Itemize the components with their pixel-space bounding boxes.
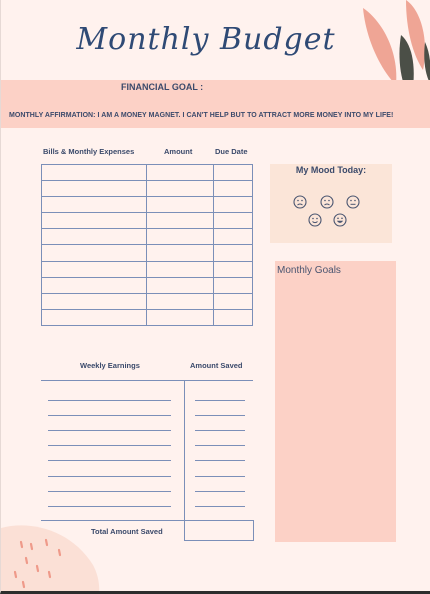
weekly-earnings-line[interactable] bbox=[48, 445, 171, 446]
expense-amount-cell[interactable] bbox=[147, 309, 214, 325]
amount-saved-line[interactable] bbox=[195, 415, 245, 416]
expenses-header-due-date: Due Date bbox=[215, 147, 248, 156]
sad-face-icon[interactable] bbox=[293, 195, 307, 209]
amount-saved-line[interactable] bbox=[195, 445, 245, 446]
neutral-face-icon[interactable] bbox=[346, 195, 360, 209]
expense-name-cell[interactable] bbox=[42, 197, 147, 213]
expense-name-cell[interactable] bbox=[42, 277, 147, 293]
expense-amount-cell[interactable] bbox=[147, 229, 214, 245]
blob-decoration-icon bbox=[1, 520, 101, 594]
expense-name-cell[interactable] bbox=[42, 261, 147, 277]
expense-row[interactable] bbox=[42, 197, 253, 213]
sad-face-icon[interactable] bbox=[320, 195, 334, 209]
expense-row[interactable] bbox=[42, 165, 253, 181]
expense-row[interactable] bbox=[42, 229, 253, 245]
amount-saved-line[interactable] bbox=[195, 430, 245, 431]
expense-due-cell[interactable] bbox=[214, 229, 253, 245]
earnings-header-weekly: Weekly Earnings bbox=[80, 361, 140, 370]
expense-name-cell[interactable] bbox=[42, 245, 147, 261]
expense-amount-cell[interactable] bbox=[147, 197, 214, 213]
expense-row[interactable] bbox=[42, 181, 253, 197]
earnings-divider bbox=[184, 380, 185, 540]
expense-due-cell[interactable] bbox=[214, 293, 253, 309]
weekly-earnings-line[interactable] bbox=[48, 491, 171, 492]
expense-row[interactable] bbox=[42, 245, 253, 261]
smile-face-icon[interactable] bbox=[308, 213, 322, 227]
expense-name-cell[interactable] bbox=[42, 229, 147, 245]
total-box-edge bbox=[253, 520, 254, 541]
monthly-affirmation: MONTHLY AFFIRMATION: I AM A MONEY MAGNET. I CAN'T HELP BUT TO ATTRACT MORE MONEY INTO MY LIFE! bbox=[9, 112, 394, 119]
amount-saved-line[interactable] bbox=[195, 476, 245, 477]
total-bottom-rule bbox=[184, 540, 253, 541]
financial-goal-label: FINANCIAL GOAL : bbox=[121, 82, 204, 92]
weekly-earnings-line[interactable] bbox=[48, 506, 171, 507]
weekly-earnings-line[interactable] bbox=[48, 400, 171, 401]
expense-due-cell[interactable] bbox=[214, 181, 253, 197]
expenses-table[interactable] bbox=[41, 164, 253, 326]
expenses-header-bills: Bills & Monthly Expenses bbox=[43, 147, 135, 156]
weekly-earnings-line[interactable] bbox=[48, 415, 171, 416]
weekly-earnings-line[interactable] bbox=[48, 460, 171, 461]
total-amount-saved-label: Total Amount Saved bbox=[91, 527, 163, 536]
expense-amount-cell[interactable] bbox=[147, 261, 214, 277]
expenses-header-amount: Amount bbox=[164, 147, 193, 156]
expense-name-cell[interactable] bbox=[42, 309, 147, 325]
earnings-header-saved: Amount Saved bbox=[190, 361, 243, 370]
weekly-earnings-line[interactable] bbox=[48, 476, 171, 477]
expense-due-cell[interactable] bbox=[214, 309, 253, 325]
expense-name-cell[interactable] bbox=[42, 165, 147, 181]
expense-amount-cell[interactable] bbox=[147, 277, 214, 293]
expense-row[interactable] bbox=[42, 277, 253, 293]
expense-name-cell[interactable] bbox=[42, 293, 147, 309]
expense-amount-cell[interactable] bbox=[147, 293, 214, 309]
expense-row[interactable] bbox=[42, 261, 253, 277]
expense-name-cell[interactable] bbox=[42, 213, 147, 229]
page-title: Monthly Budget bbox=[76, 22, 336, 57]
expense-due-cell[interactable] bbox=[214, 261, 253, 277]
expense-due-cell[interactable] bbox=[214, 165, 253, 181]
expense-amount-cell[interactable] bbox=[147, 181, 214, 197]
amount-saved-line[interactable] bbox=[195, 460, 245, 461]
expense-row[interactable] bbox=[42, 293, 253, 309]
expense-due-cell[interactable] bbox=[214, 245, 253, 261]
expense-amount-cell[interactable] bbox=[147, 213, 214, 229]
expense-amount-cell[interactable] bbox=[147, 245, 214, 261]
monthly-goals-box[interactable] bbox=[275, 261, 396, 542]
mood-title: My Mood Today: bbox=[295, 165, 367, 175]
amount-saved-line[interactable] bbox=[195, 506, 245, 507]
expense-due-cell[interactable] bbox=[214, 277, 253, 293]
grin-face-icon[interactable] bbox=[333, 213, 347, 227]
expense-amount-cell[interactable] bbox=[147, 165, 214, 181]
amount-saved-line[interactable] bbox=[195, 400, 245, 401]
expense-row[interactable] bbox=[42, 213, 253, 229]
weekly-earnings-line[interactable] bbox=[48, 430, 171, 431]
expense-row[interactable] bbox=[42, 309, 253, 325]
earnings-top-rule bbox=[41, 380, 253, 381]
expense-due-cell[interactable] bbox=[214, 213, 253, 229]
expense-due-cell[interactable] bbox=[214, 197, 253, 213]
monthly-goals-title: Monthly Goals bbox=[277, 265, 341, 276]
expense-name-cell[interactable] bbox=[42, 181, 147, 197]
financial-goal-band bbox=[1, 80, 430, 104]
amount-saved-line[interactable] bbox=[195, 491, 245, 492]
